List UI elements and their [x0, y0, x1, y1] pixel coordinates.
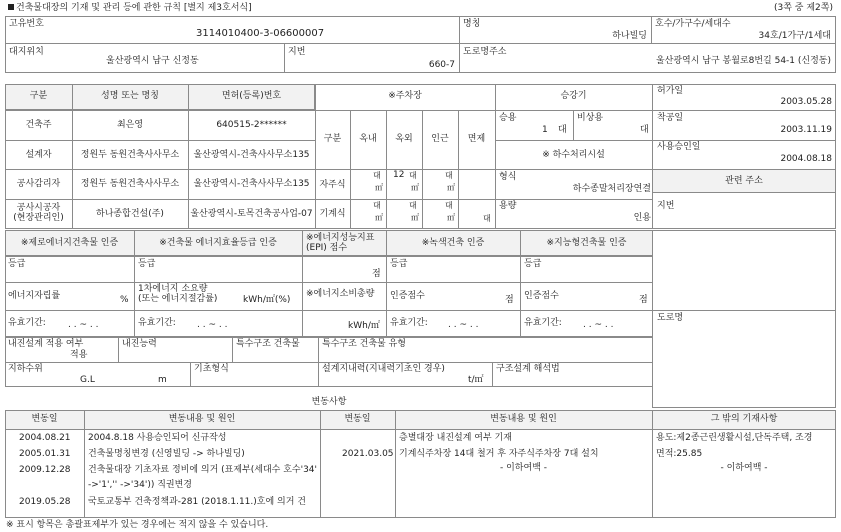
quake-label: 내진설계 적용 여부: [8, 339, 84, 349]
unique-no-cell: [5, 16, 460, 44]
groundwater-label: 지하수위: [8, 364, 43, 374]
permit-value: 2003.05.28: [780, 97, 832, 107]
zero-validity-value: . . ~ . .: [68, 320, 99, 330]
change-date: 2019.05.28: [19, 497, 71, 507]
parking-unit: ㎡: [411, 213, 419, 222]
people-license: 울산광역시-건축사사무소135: [193, 179, 310, 189]
people-license: 울산광역시-토목건축공사업-07: [190, 209, 313, 219]
changes-col-date: 변동일: [344, 414, 371, 424]
changes-col-date: 변동일: [31, 414, 58, 424]
address-label: 관련 주소: [725, 176, 763, 186]
parking-col-outdoor: 옥외: [395, 134, 413, 144]
site-label: 대지위치: [9, 47, 44, 57]
smart-validity-label: 유효기간:: [524, 318, 562, 328]
approval-label: 사용승인일: [657, 142, 701, 152]
efficiency-validity-label: 유효기간:: [138, 318, 176, 328]
efficiency-grade-label: 등급: [138, 259, 156, 269]
people-role: 설계자: [25, 150, 52, 160]
parking-unit: 대: [409, 171, 417, 180]
parking-unit: ㎡: [447, 183, 455, 192]
smart-validity-value: . . ~ . .: [583, 320, 614, 330]
percent-unit: %: [120, 295, 129, 305]
parking-unit: 대: [373, 171, 381, 180]
other-end-marker: - 이하여백 -: [720, 463, 768, 473]
name-value: 하나빌딩: [612, 31, 647, 41]
self-sufficiency-label: 에너지자립률: [8, 291, 61, 301]
elevator-unit: 대: [558, 125, 567, 135]
smart-point-unit: 점: [639, 295, 648, 305]
elevator-emergency-label: 비상용: [577, 113, 604, 123]
m-unit: m: [158, 375, 167, 385]
change-end-marker: - 이하여백 -: [500, 463, 547, 473]
green-validity-label: 유효기간:: [390, 318, 428, 328]
people-license: 울산광역시-건축사사무소135: [193, 150, 310, 160]
sewage-capacity-value: 인용: [633, 213, 651, 223]
unique-no-label: 고유번호: [9, 19, 44, 29]
site-value: 울산광역시 남구 신정동: [106, 56, 199, 66]
epi-point-unit: 점: [372, 269, 381, 279]
parking-unit: 대: [483, 214, 491, 223]
form-title: 건축물대장의 기재 및 관리 등에 관한 규칙 [별지 제3호서식]: [8, 3, 252, 14]
parking-unit: ㎡: [447, 213, 455, 222]
sewage-capacity-label: 용량: [499, 201, 517, 211]
elevator-passenger-label: 승용: [499, 113, 517, 123]
people-role: 공사시공자 (현장관리인): [13, 203, 64, 223]
other-text: 용도:제2종근린생활시설,단독주택, 조경: [656, 433, 813, 443]
green-title: ※녹색건축 인증: [421, 238, 485, 248]
road-label: 도로명주소: [463, 47, 507, 57]
parking-unit: ㎡: [375, 183, 383, 192]
green-point-unit: 점: [505, 295, 514, 305]
start-label: 착공일: [657, 113, 684, 123]
foundation-label: 기초형식: [194, 364, 229, 374]
smart-grade-label: 등급: [524, 259, 542, 269]
change-date: 2021.03.05: [342, 449, 394, 459]
people-name: 최은영: [116, 120, 144, 130]
zero-validity-label: 유효기간:: [8, 318, 46, 328]
change-text: 건축물명칭변경 (신영빌딩 -> 하나빌딩): [88, 449, 245, 459]
elevator-title: 승강기: [560, 91, 587, 101]
permit-label: 허가일: [657, 86, 684, 96]
parking-title: ※주차장: [388, 91, 422, 101]
epi-title: ※에너지성능지표(EPI) 점수: [306, 233, 375, 253]
changes-col-content: 변동내용 및 원인: [490, 414, 557, 424]
sewage-title: ※ 하수처리시설: [542, 150, 605, 160]
footer-note: ※ 표시 항목은 총괄표제부가 있는 경우에는 적지 않을 수 있습니다.: [6, 520, 269, 530]
page-info: (3쪽 중 제2쪽): [774, 3, 833, 13]
parking-unit: ㎡: [411, 183, 419, 192]
other-text: 면적:25.85: [656, 449, 703, 459]
road-name-label: 도로명: [657, 313, 684, 323]
parking-col-type: 구분: [323, 134, 342, 144]
change-text: 건축물대장 기초자료 정비에 의거 (표제부(세대수 호수'34': [88, 465, 317, 475]
units-cell: [651, 16, 836, 44]
site-cell: [5, 43, 285, 73]
change-text: 층별대장 내진설계 여부 기재: [399, 433, 512, 443]
zero-grade-label: 등급: [8, 259, 26, 269]
kwh-unit: kWh/㎡: [348, 321, 380, 331]
people-role: 공사감리자: [16, 179, 61, 189]
elevator-unit: 대: [640, 125, 649, 135]
units-value: 34호/1가구/1세대: [758, 31, 831, 41]
related-lot-label: 지번: [657, 201, 675, 211]
lot-label: 지번: [288, 47, 306, 57]
parking-self-label: 자주식: [319, 180, 346, 190]
parking-col-indoor: 옥내: [359, 134, 377, 144]
people-license: 640515-2******: [216, 120, 287, 130]
lot-value: 660-7: [428, 60, 455, 70]
gl-label: G.L: [80, 375, 95, 385]
people-col-type: 구분: [29, 91, 48, 101]
units-label: 호수/가구수/세대수: [655, 19, 731, 29]
square-bullet-icon: [8, 4, 14, 10]
people-name: 정원두 동원건축사사무소: [80, 179, 180, 189]
road-value: 울산광역시 남구 봉월로8번길 54-1 (신정동): [655, 56, 831, 66]
parking-col-nearby: 인근: [431, 134, 449, 144]
green-validity-value: . . ~ . .: [448, 320, 479, 330]
change-date: 2005.01.31: [19, 449, 71, 459]
green-grade-label: 등급: [390, 259, 408, 269]
people-role: 건축주: [25, 120, 52, 130]
green-score-label: 인증점수: [390, 291, 425, 301]
bearing-unit: t/㎡: [468, 375, 484, 385]
change-text: ->'1','' ->'34')) 직권변경: [88, 480, 192, 490]
people-col-name: 성명 또는 명칭: [101, 91, 159, 101]
parking-self-outdoor-count: 12: [393, 170, 405, 180]
quake-value: 적용: [70, 350, 88, 360]
consumption-label: ※에너지소비총량: [306, 289, 375, 299]
people-col-license: 면허(등록)번호: [221, 91, 282, 101]
parking-unit: 대: [445, 201, 453, 210]
changes-title: 변동사항: [311, 397, 347, 407]
primary-energy-unit: kWh/㎡(%): [243, 295, 291, 305]
other-title: 그 밖의 기재사항: [710, 414, 778, 424]
lot-cell: [284, 43, 460, 73]
people-name: 하나종합건설(주): [96, 209, 164, 219]
parking-unit: ㎡: [375, 213, 383, 222]
name-cell: [459, 16, 652, 44]
elevator-passenger-value: 1: [542, 125, 548, 135]
change-date: 2009.12.28: [19, 465, 71, 475]
parking-unit: 대: [409, 201, 417, 210]
unique-no-value: 3114010400-3-06600007: [196, 28, 325, 39]
approval-value: 2004.08.18: [780, 154, 832, 164]
efficiency-title: ※건축물 에너지효율등급 인증: [159, 238, 277, 248]
parking-col-exempt: 면제: [467, 134, 486, 144]
sewage-type-value: 하수종말처리장연결: [572, 184, 651, 194]
changes-col-content: 변동내용 및 원인: [168, 414, 236, 424]
name-label: 명칭: [463, 19, 481, 29]
zero-energy-title: ※제로에너지건축물 인증: [20, 238, 119, 248]
primary-energy-label: 1차에너지 소요량 (또는 에너지절감률): [138, 284, 218, 304]
road-cell: [459, 43, 836, 73]
change-text: 국토교통부 건축정책과-281 (2018.1.11.)호에 의거 건: [88, 497, 306, 507]
change-text: 기계식주차장 14대 철거 후 자주식주차장 7대 설치: [399, 449, 599, 459]
change-text: 2004.8.18 사용승인되어 신규작성: [88, 433, 227, 443]
change-date: 2004.08.21: [19, 433, 71, 443]
parking-mech-label: 기계식: [319, 209, 346, 219]
special-type-label: 특수구조 건축물 유형: [322, 339, 406, 349]
efficiency-validity-value: . . ~ . .: [197, 320, 228, 330]
special-structure-label: 특수구조 건축물: [236, 339, 300, 349]
start-value: 2003.11.19: [780, 125, 832, 135]
smart-score-label: 인증점수: [524, 291, 559, 301]
parking-unit: 대: [373, 201, 381, 210]
smart-title: ※지능형건축물 인증: [546, 238, 627, 248]
quake-ability-label: 내진능력: [122, 339, 157, 349]
parking-unit: 대: [445, 171, 453, 180]
analysis-label: 구조설계 해석법: [496, 364, 560, 374]
design-bearing-label: 설계지내력(지내력기초인 경우): [322, 364, 445, 374]
sewage-type-label: 형식: [499, 172, 517, 182]
people-name: 정원두 동원건축사사무소: [80, 150, 180, 160]
